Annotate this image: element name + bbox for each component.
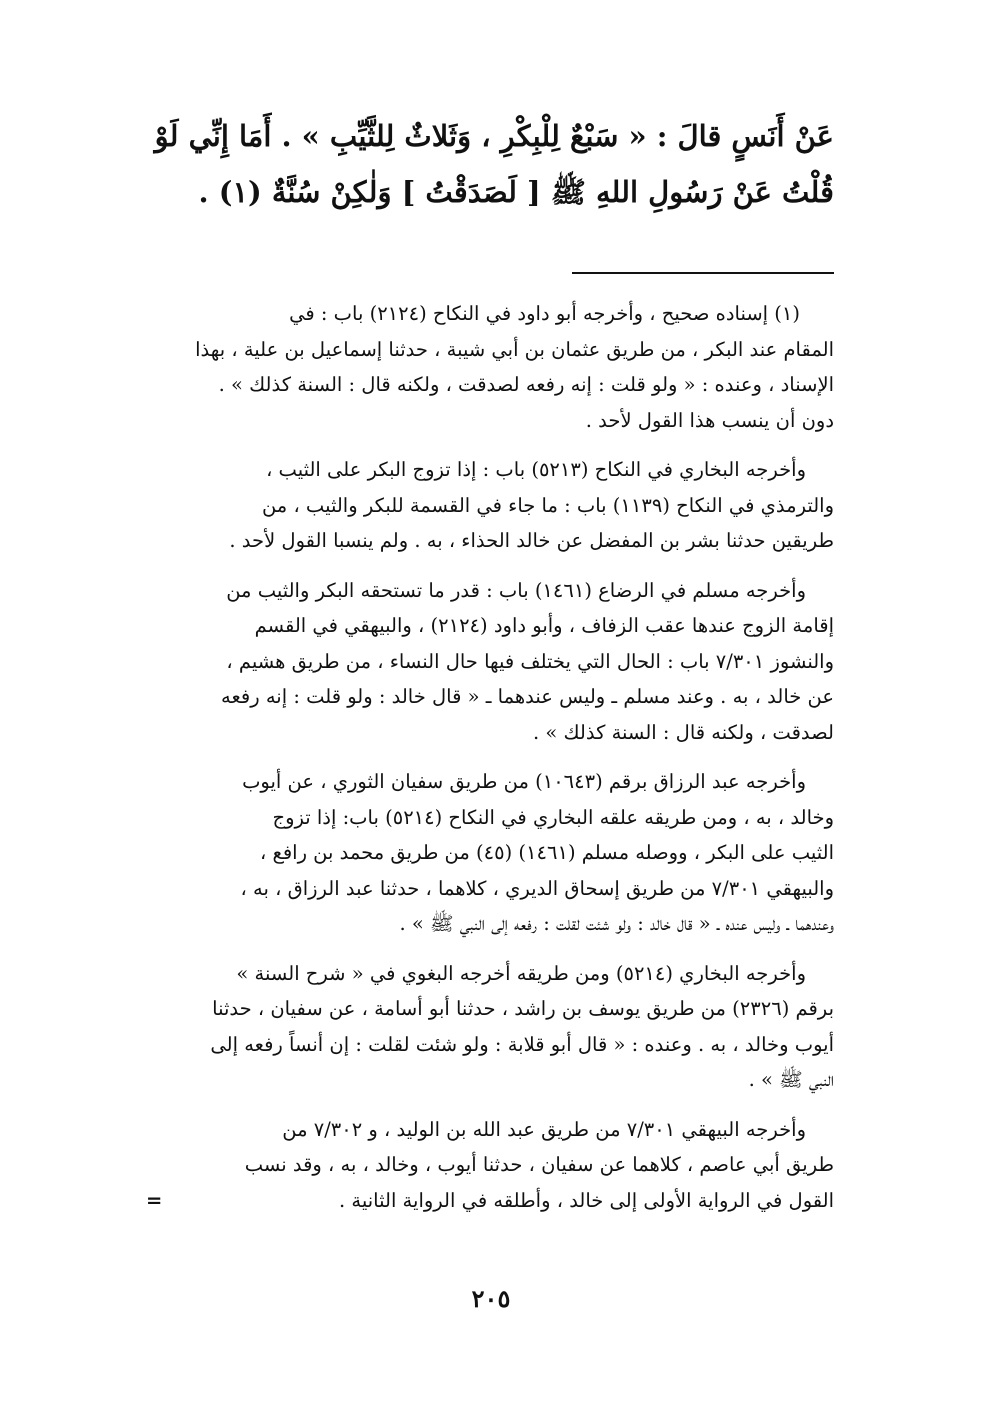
footnote-line: وأخرجه البخاري (٥٢١٤) ومن طريقه أخرجه البغوي في « شرح السنة » <box>236 961 806 985</box>
footnote-line: والنشوز ٧/٣٠١ باب : الحال التي يختلف فيها حال النساء ، من طريق هشيم ، <box>226 649 834 673</box>
footnote-paragraph <box>146 956 834 1098</box>
hadith-line: عَنْ أَنَسٍ قالَ : « سَبْعٌ لِلْبِكْرِ ، وَثَلاثٌ لِلثَّيِّبِ » . أَمَا إِنِّي لَوْ <box>154 119 834 153</box>
footnote-paragraph <box>146 1112 834 1219</box>
footnote-line: الإسناد ، وعنده : « ولو قلت : إنه رفعه لصدقت ، ولكنه قال : السنة كذلك » . <box>218 373 834 396</box>
footnote-line: طريق أبي عاصم ، كلاهما عن سفيان ، حدثنا أيوب ، وخالد ، به ، وقد نسب <box>244 1153 834 1176</box>
footnote-paragraph <box>146 573 834 751</box>
footnote-line: برقم (٢٣٢٦) من طريق يوسف بن راشد ، حدثنا أبو أسامة ، عن سفيان ، حدثنا <box>212 997 834 1020</box>
footnote-line: وعندهما ـ وليس عنده ـ « قال خالد : ولو شئت لقلت : رفعه إلى النبي ﷺ » . <box>399 912 834 935</box>
footnote-line: والبيهقي ٧/٣٠١ من طريق إسحاق الديري ، كلاهما ، حدثنا عبد الرزاق ، به ، <box>240 876 834 900</box>
footnote-line: والترمذي في النكاح (١١٣٩) باب : ما جاء في القسمة للبكر والثيب ، من <box>261 493 834 517</box>
footnote-line: إقامة الزوج عندها عقب الزفاف ، وأبو داود (٢١٢٤) ، والبيهقي في القسم <box>254 614 834 637</box>
footnote-line: وأخرجه عبد الرزاق برقم (١٠٦٤٣) من طريق سفيان الثوري ، عن أيوب <box>242 770 806 793</box>
footnote-paragraph <box>146 296 834 438</box>
footnote-line: عن خالد ، به . وعند مسلم ـ وليس عندهما ـ « قال خالد : ولو قلت : إنه رفعه <box>221 685 834 708</box>
footnote-line: دون أن ينسب هذا القول لأحد . <box>585 408 834 432</box>
footnote-line: وأخرجه البخاري في النكاح (٥٢١٣) باب : إذا تزوج البكر على الثيب ، <box>266 458 806 481</box>
footnote-line: وأخرجه البيهقي ٧/٣٠١ من طريق عبد الله بن الوليد ، و ٧/٣٠٢ من <box>282 1117 806 1141</box>
footnote-divider <box>572 272 834 274</box>
footnote-line: وأخرجه مسلم في الرضاع (١٤٦١) باب : قدر ما تستحقه البكر والثيب من <box>226 578 806 602</box>
footnote-line: طريقين حدثنا بشر بن المفضل عن خالد الحذاء ، به . ولم ينسبا القول لأحد . <box>229 529 834 552</box>
footnote-line <box>146 1183 834 1219</box>
footnote-paragraph <box>146 764 834 942</box>
footnote-line: وخالد ، به ، ومن طريقه علقه البخاري في النكاح (٥٢١٤) باب: إذا تزوج <box>272 805 834 829</box>
footnote-line: أيوب وخالد ، به . وعنده : « قال أبو قلابة : ولو شئت لقلت : إن أنساً رفعه إلى <box>210 1032 834 1056</box>
continuation-mark: = <box>146 1188 163 1212</box>
footnote-line-text: القول في الرواية الأولى إلى خالد ، وأطلقه في الرواية الثانية . <box>339 1188 834 1212</box>
footnotes-section <box>146 296 834 1232</box>
footnote-line: النبي ﷺ » . <box>748 1068 834 1091</box>
hadith-line: قُلْتُ عَنْ رَسُولِ اللهِ ﷺ [ لَصَدَقْتُ ] وَلٰكِنْ سُنَّةٌ (١) . <box>198 175 834 209</box>
hadith-text <box>146 108 834 220</box>
footnote-line: المقام عند البكر ، من طريق عثمان بن أبي شيبة ، حدثنا إسماعيل بن علية ، بهذا <box>195 337 834 361</box>
footnote-line: لصدقت ، ولكنه قال : السنة كذلك » . <box>532 720 834 744</box>
page-number: ٢٠٥ <box>471 1284 511 1313</box>
footnote-line: (١) إسناده صحيح ، وأخرجه أبو داود في النكاح (٢١٢٤) باب : في <box>289 302 800 325</box>
footnote-line: الثيب على البكر ، ووصله مسلم (١٤٦١) (٤٥) من طريق محمد بن رافع ، <box>259 841 834 864</box>
footnote-paragraph <box>146 452 834 559</box>
